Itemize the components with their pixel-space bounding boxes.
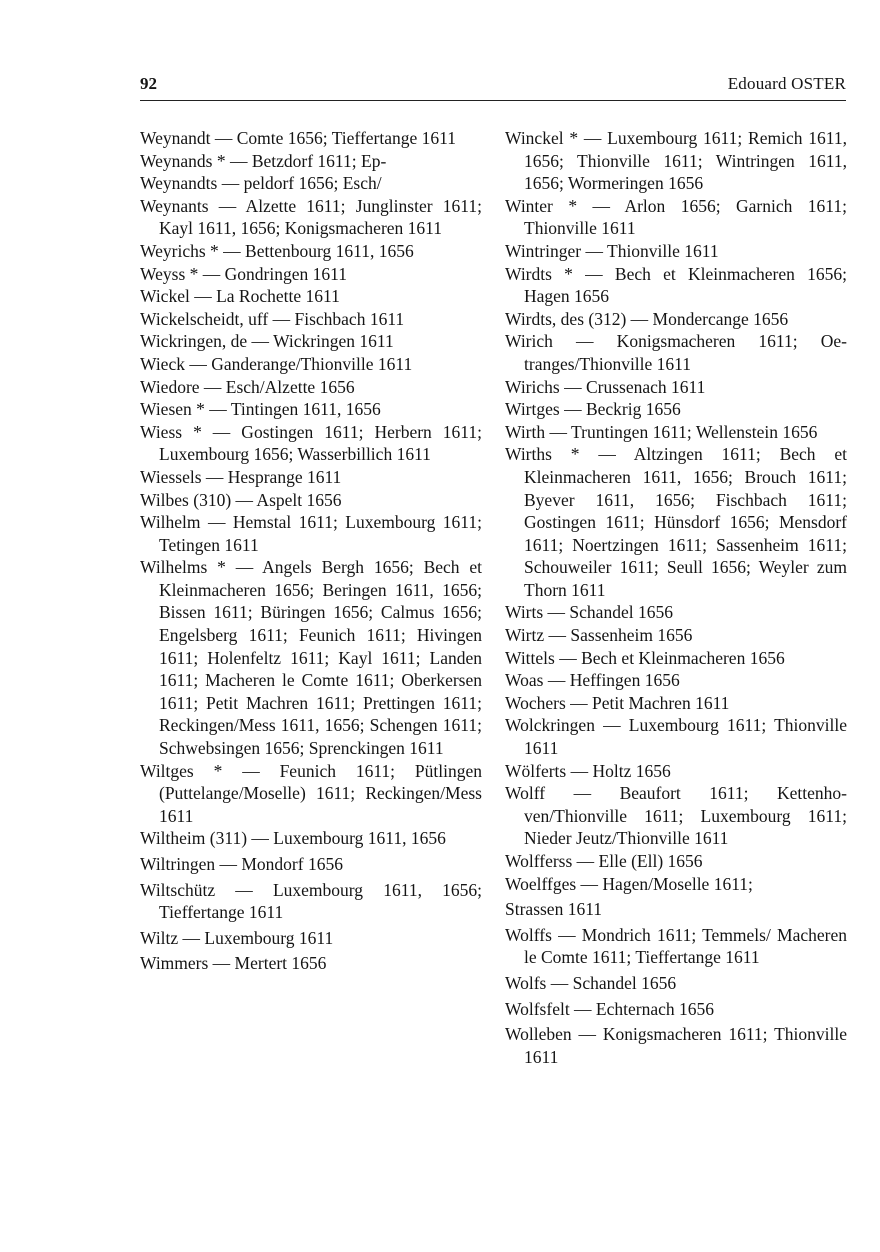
index-entry: Wolfs — Schandel 1656 bbox=[505, 972, 677, 993]
index-entry: Wolfsfelt — Echternach 1656 bbox=[505, 998, 715, 1019]
index-entry: Wickel — La Rochette 1611 bbox=[140, 286, 340, 307]
index-entry: Wilhelms * — Angels Bergh 1656; Bech et Kleinmacheren 1656; Beringen 1611, 1656; Bissen 1611; Büringen 1656; Calmus 1656; Engelsberg 1611; Feunich 1611; Hivingen 1611; Holenfeltz 1611; Kayl 1611; Landen 1611; Macheren le Comte 1611; Oberkersen 1611; Petit Machren 1611; Prettingen 1611; Reckingen/Mess 1611, 1656; Schengen 1611; Schwebsingen 1656; Sprenckingen 1611 bbox=[140, 557, 482, 759]
page-header bbox=[140, 72, 846, 101]
index-entry: Wirich — Konigsmacheren 1611; Oetranges/Thionville 1611 bbox=[505, 331, 847, 374]
index-entry: Wiessels — Hesprange 1611 bbox=[140, 466, 342, 487]
index-entry: Wittels — Bech et Kleinmacheren 1656 bbox=[505, 647, 785, 668]
index-entry: Wirth — Truntingen 1611; Wellenstein 1656 bbox=[505, 421, 818, 442]
index-entry: Weynandts — peldorf 1656; Esch/ bbox=[140, 173, 382, 194]
index-entry: Wiess * — Gostingen 1611; Herbern 1611; Luxembourg 1656; Wasserbillich 1611 bbox=[140, 421, 482, 465]
index-entry: Weyss * — Gondringen 1611 bbox=[140, 263, 347, 284]
index-entry: Weynands * — Betzdorf 1611; Ep- bbox=[140, 150, 387, 171]
index-entry: Wolckringen — Luxembourg 1611; Thionville 1611 bbox=[505, 715, 847, 759]
right-column bbox=[505, 127, 847, 1068]
index-entry: Winter * — Arlon 1656; Garnich 1611; Thionville 1611 bbox=[505, 195, 847, 239]
index-entry: Wirtges — Beckrig 1656 bbox=[505, 399, 681, 420]
index-entry: Wirdts * — Bech et Kleinmacheren 1656; Hagen 1656 bbox=[505, 263, 847, 307]
index-entry: Wirichs — Crussenach 1611 bbox=[505, 376, 706, 397]
index-entry: Wilhelm — Hemstal 1611; Luxembourg 1611; Tetingen 1611 bbox=[140, 512, 482, 555]
index-entry: Wirts — Schandel 1656 bbox=[505, 602, 673, 623]
index-entry: Wiedore — Esch/Alzette 1656 bbox=[140, 376, 355, 397]
running-title-author: Edouard OSTER bbox=[727, 74, 846, 93]
index-entry: Wirdts, des (312) — Mondercange 1656 bbox=[505, 308, 789, 329]
index-entry: Wiltschütz — Luxembourg 1611, 1656; Tieffertange 1611 bbox=[140, 879, 482, 923]
index-entry: Wiltz — Luxembourg 1611 bbox=[140, 927, 334, 948]
index-entry: Wickringen, de — Wickringen 1611 bbox=[140, 331, 394, 352]
index-entry: Wolff — Beaufort 1611; Kettenhoven/Thionville 1611; Luxembourg 1611; Nieder Jeutz/Thionville 1611 bbox=[505, 783, 847, 849]
index-entry: Wieck — Ganderange/Thionville 1611 bbox=[140, 353, 413, 374]
index-entry: Wolfferss — Elle (Ell) 1656 bbox=[505, 851, 703, 871]
index-entry: Woas — Heffingen 1656 bbox=[505, 670, 680, 691]
index-entry: Winckel * — Luxembourg 1611; Remich 1611, 1656; Thionville 1611; Wintringen 1611, 1656; Wormeringen 1656 bbox=[505, 128, 847, 194]
index-entry: Wölferts — Holtz 1656 bbox=[505, 760, 671, 781]
index-entry: Weynants — Alzette 1611; Junglinster 1611; Kayl 1611, 1656; Konigsmacheren 1611 bbox=[140, 195, 482, 239]
index-entry: Wiltges * — Feunich 1611; Pütlingen (Puttelange/Moselle) 1611; Reckingen/Mess 1611 bbox=[140, 760, 482, 826]
index-entry: Wintringer — Thionville 1611 bbox=[505, 240, 719, 261]
index-entry: Strassen 1611 bbox=[505, 899, 603, 920]
index-entry: Wolleben — Konigsmacheren 1611; Thionville 1611 bbox=[505, 1024, 847, 1067]
index-entry: Wirths * — Altzingen 1611; Bech et Kleinmacheren 1611, 1656; Brouch 1611; Byever 1611, 1656; Fischbach 1611; Gostingen 1611; Hünsdorf 1656; Mensdorf 1611; Noertzingen 1611; Sassenheim 1611; Schouweiler 1611; Seull 1656; Weyler zum Thorn 1611 bbox=[505, 444, 847, 600]
left-column bbox=[140, 127, 482, 975]
index-entry: Weynandt — Comte 1656; Tieffertange 1611 bbox=[140, 128, 456, 148]
index-entry: Weyrichs * — Bettenbourg 1611, 1656 bbox=[140, 240, 414, 261]
page-number: 92 bbox=[140, 74, 157, 93]
index-entry: Wickelscheidt, uff — Fischbach 1611 bbox=[140, 308, 405, 329]
index-entry: Wirtz — Sassenheim 1656 bbox=[505, 625, 693, 646]
index-entry: Wolffs — Mondrich 1611; Temmels/ Macheren le Comte 1611; Tieffertange 1611 bbox=[505, 924, 847, 968]
index-entry: Wiltringen — Mondorf 1656 bbox=[140, 854, 343, 874]
index-entry: Wiesen * — Tintingen 1611, 1656 bbox=[140, 399, 381, 420]
index-entry: Wimmers — Mertert 1656 bbox=[140, 953, 327, 974]
index-entry: Woelffges — Hagen/Moselle 1611; bbox=[505, 873, 753, 894]
index-entry: Wilbes (310) — Aspelt 1656 bbox=[140, 489, 342, 510]
index-entry: Wochers — Petit Machren 1611 bbox=[505, 692, 730, 713]
index-entry: Wiltheim (311) — Luxembourg 1611, 1656 bbox=[140, 828, 446, 849]
